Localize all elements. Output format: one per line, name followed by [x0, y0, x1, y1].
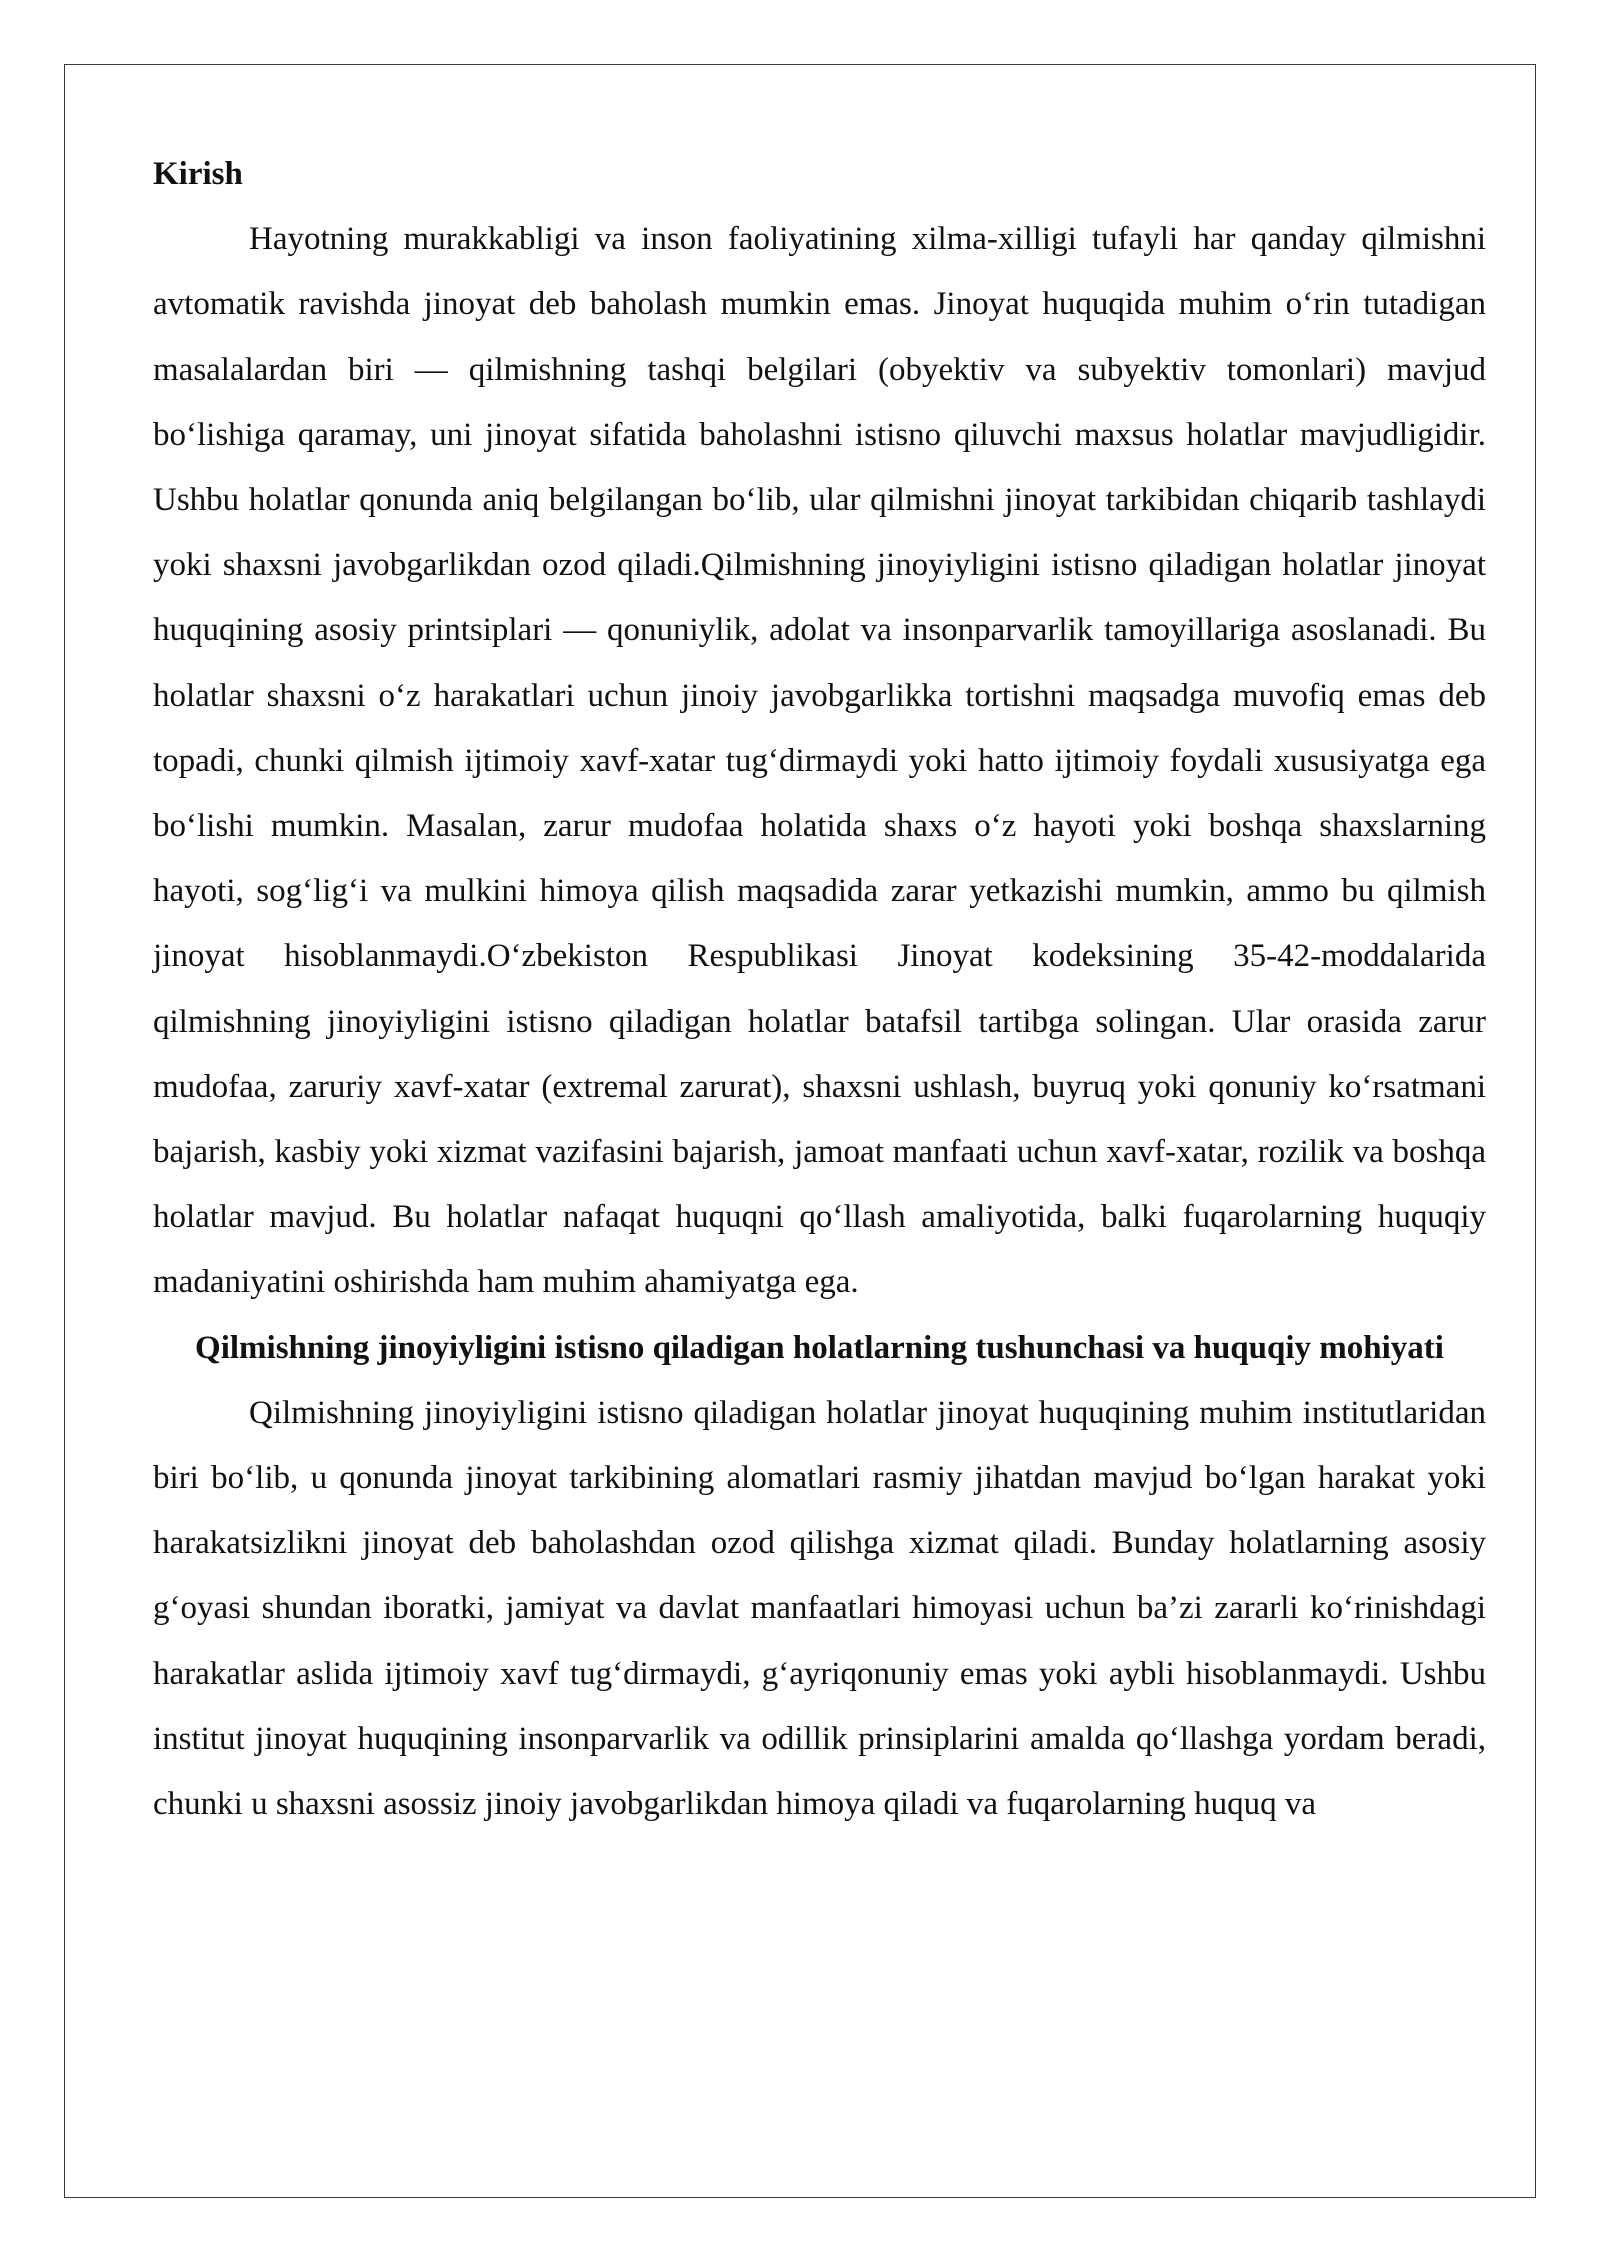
section-heading: Qilmishning jinoyiyligini istisno qiladigan holatlarning tushunchasi va huquqiy mohiyati	[195, 1329, 1444, 1366]
section-paragraph: Qilmishning jinoyiyligini istisno qiladigan holatlar jinoyat huquqining muhim institutlaridan biri bo‘lib, u qonunda jinoyat tarkibining alomatlari rasmiy jihatdan mavjud bo‘lgan harakat yoki harakatsizlikni jinoyat deb baholashdan ozod qilishga xizmat qiladi. Bunday holatlarning asosiy g‘oyasi shundan iboratki, jamiyat va davlat manfaatlari himoyasi uchun ba’zi zararli ko‘rinishdagi harakatlar aslida ijtimoiy xavf tug‘dirmaydi, g‘ayriqonuniy emas yoki aybli hisoblanmaydi. Ushbu institut jinoyat huquqining insonparvarlik va odillik prinsiplarini amalda qo‘llashga yordam beradi, chunki u shaxsni asossiz jinoiy javobgarlikdan himoya qiladi va fuqarolarning huquq va	[153, 1394, 1486, 1823]
intro-heading: Kirish	[153, 156, 243, 192]
intro-paragraph: Hayotning murakkabligi va inson faoliyatining xilma-xilligi tufayli har qanday qilmishni avtomatik ravishda jinoyat deb baholash mumkin emas. Jinoyat huquqida muhim o‘rin tutadigan masalalardan biri — qilmishning tashqi belgilari (obyektiv va subyektiv tomonlari) mavjud bo‘lishiga qaramay, uni jinoyat sifatida baholashni istisno qiluvchi maxsus holatlar mavjudligidir. Ushbu holatlar qonunda aniq belgilangan bo‘lib, ular qilmishni jinoyat tarkibidan chiqarib tashlaydi yoki shaxsni javobgarlikdan ozod qiladi.Qilmishning jinoyiyligini istisno qiladigan holatlar jinoyat huquqining asosiy printsiplari — qonuniylik, adolat va insonparvarlik tamoyillariga asoslanadi. Bu holatlar shaxsni o‘z harakatlari uchun jinoiy javobgarlikka tortishni maqsadga muvofiq emas deb topadi, chunki qilmish ijtimoiy xavf-xatar tug‘dirmaydi yoki hatto ijtimoiy foydali xususiyatga ega bo‘lishi mumkin. Masalan, zarur mudofaa holatida shaxs o‘z hayoti yoki boshqa shaxslarning hayoti, sog‘lig‘i va mulkini himoya qilish maqsadida zarar yetkazishi mumkin, ammo bu qilmish jinoyat hisoblanmaydi.O‘zbekiston Respublikasi Jinoyat kodeksining 35-42-moddalarida qilmishning jinoyiyligini istisno qiladigan holatlar batafsil tartibga solingan. Ular orasida zarur mudofaa, zaruriy xavf-xatar (extremal zarurat), shaxsni ushlash, buyruq yoki qonuniy ko‘rsatmani bajarish, kasbiy yoki xizmat vazifasini bajarish, jamoat manfaati uchun xavf-xatar, rozilik va boshqa holatlar mavjud. Bu holatlar nafaqat huquqni qo‘llash amaliyotida, balki fuqarolarning huquqiy madaniyatini oshirishda ham muhim ahamiyatga ega.	[153, 221, 1486, 1301]
document-body	[153, 142, 1486, 1837]
